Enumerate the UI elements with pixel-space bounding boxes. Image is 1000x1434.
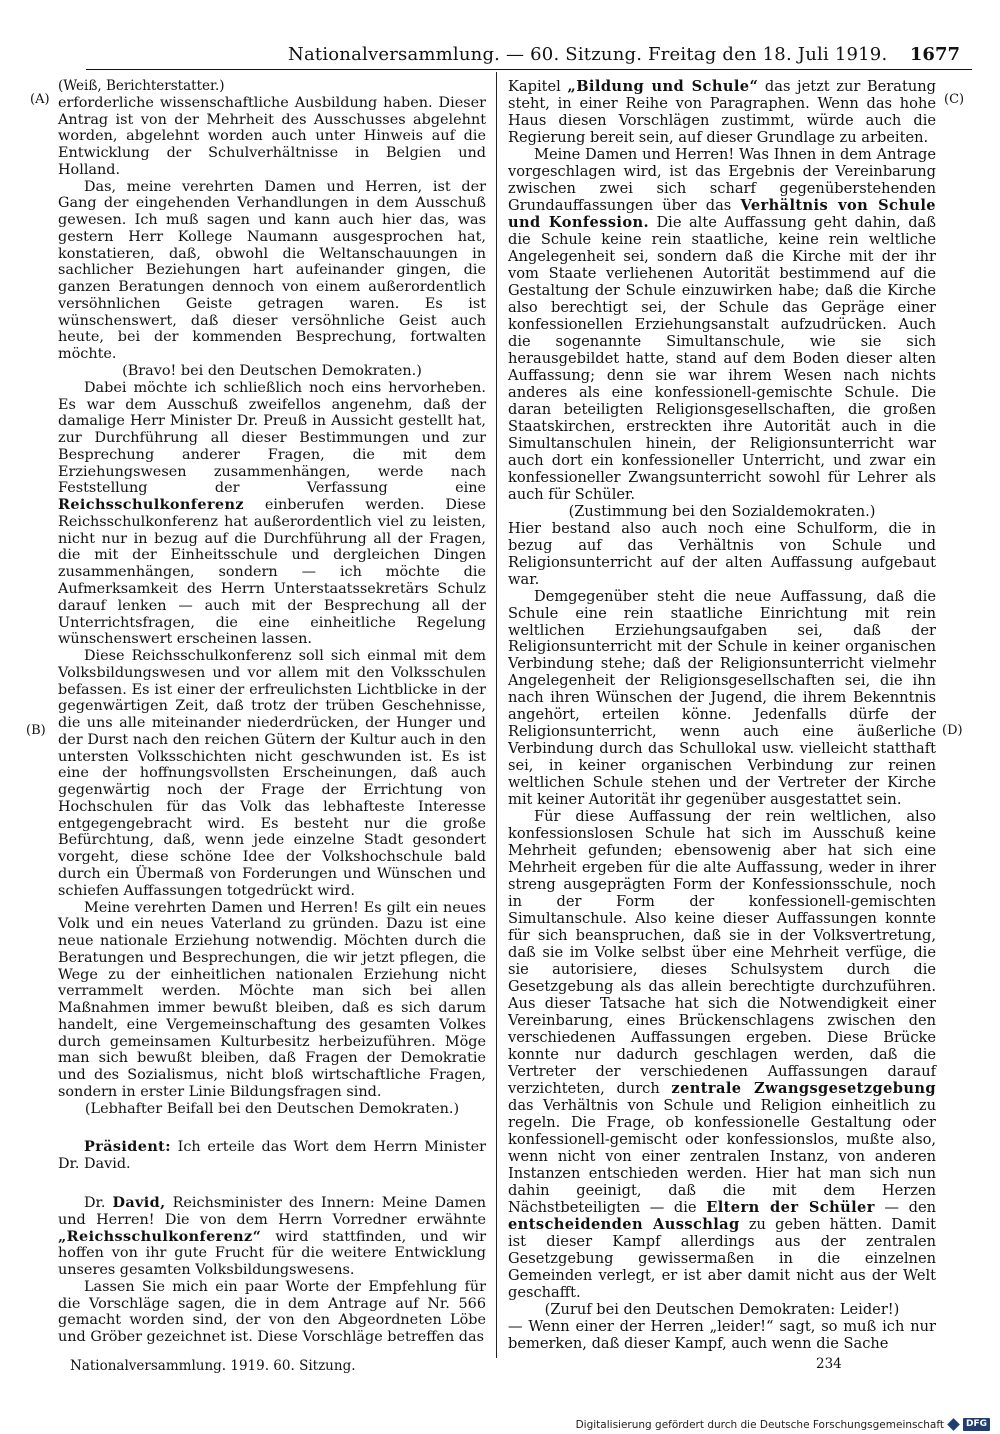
speaker-attribution: (Weiß, Berichterstatter.) bbox=[58, 78, 225, 94]
paragraph: Das, meine verehrten Damen und Herren, ist der Gang der eingehenden Verhandlungen in dem Ausschuß gewesen. Ich muß sagen und kann auch hier das, was gestern Herr Kollege Naumann ausgesprochen hat, konstatieren, daß, obwohl die Weltanschauungen in sachlicher Beziehungen hart aufeinander gingen, die ganzen Beratungen dennoch von einem außerordentlich versöhnlichen Geiste getragen waren. Es ist wünschenswert, daß dieser versöhnliche Geist auch heute, bei der kommenden Besprechung, fortwalten möchte. bbox=[58, 178, 486, 363]
bold-term: Eltern der Schüler bbox=[706, 1198, 875, 1216]
paragraph: Meine Damen und Herren! Was Ihnen in dem Antrage vorgeschlagen wird, ist das Ergebnis der Vereinbarung zwischen zwei sich scharf gegenüberstehenden Grundauffassungen über das Verhältnis von Schule und Konfession. Die alte Auffassung geht dahin, daß die Schule keine rein staatliche, keine rein weltliche Angelegenheit sei, sondern daß die Kirche mit der ihr vom Staate verliehenen Autorität bestimmend auf die Gestaltung der Schule einzuwirken habe; daß die Kirche also berechtigt sei, der Schule das Gepräge einer konfessionellen Erziehungsanstalt aufzudrücken. Auch die sogenannte Simultanschule, wie sie sich herausgebildet hatte, stand auf dem Boden dieser alten Auffassung; denn sie war ihrem Wesen nach nichts anderes als eine konfessionell-gemischte Schule. Die daran beteiligten Religionsgesellschaften, die großen Staatskirchen, erstreckten ihre Autorität auch in die Simultanschulen hinein, der Religionsunterricht war auch dort ein konfessioneller Unterricht, und zwar ein konfessioneller Zwangsunterricht sowohl für Lehrer als auch für Schüler. bbox=[508, 145, 936, 503]
bold-term: entscheidenden Ausschlag bbox=[508, 1215, 740, 1233]
paragraph: Diese Reichsschulkonferenz soll sich einmal mit dem Volksbildungswesen und vor allem mit den Volksschulen befassen. Es ist einer der erfreulichsten Lichtblicke in der gegenwärtigen Zeit, daß trotz der trüben Geschehnisse, die uns alle miteinander niederdrücken, der Hunger und der Durst nach den reichen Gütern der Kultur auch in den untersten Volksschichten nicht geschwunden ist. Es ist eine der hoffnungsvollsten Erscheinungen, daß auch gegenwärtig noch der Frage der Errichtung von Hochschulen für das Volk das lebhafteste Interesse entgegengebracht wird. Es besteht nur die große Befürchtung, daß, wenn jede einzelne Stadt gesondert vorgeht, diese schöne Idee der Volkshochschule bald durch ein Übermaß von Forderungen und Wünschen und schiefen Auffassungen totgedrückt wird. bbox=[58, 648, 486, 899]
audience-reaction: (Bravo! bei den Deutschen Demokraten.) bbox=[122, 363, 422, 380]
running-title: Nationalversammlung. — 60. Sitzung. Freitag den 18. Juli 1919. bbox=[288, 44, 888, 65]
paragraph: Demgegenüber steht die neue Auffassung, daß die Schule eine rein staatliche Einrichtung mit rein weltlichen Erziehungsaufgaben sei, daß der Religionsunterricht mit der Schule in keiner organischen Verbindung stehe; daß der Religionsunterricht vielmehr Angelegenheit der Religionsgesellschaften sei, die ihn nach ihren Wünschen der Jugend, die ihrem Bekenntnis angehört, erteilen könne. Jedenfalls dürfe der Religionsunterricht, wenn auch eine äußerliche Verbindung durch das Schullokal usw. vielleicht statthaft sei, in keiner organischen Verbindung zur reinen weltlichen Schule stehen und der Vertreter der Kirche mit keiner Autorität ihr gegenüber ausgestattet sein. bbox=[508, 587, 936, 809]
audience-reaction: (Zuruf bei den Deutschen Demokraten: Leider!) bbox=[544, 1300, 900, 1318]
audience-reaction: (Zustimmung bei den Sozialdemokraten.) bbox=[568, 502, 876, 520]
margin-marker-a: (A) bbox=[30, 92, 50, 107]
bold-term: zentrale Zwangsgesetzgebung bbox=[671, 1080, 936, 1098]
paragraph: Hier bestand also auch noch eine Schulform, die in bezug auf das Verhältnis von Schule und Religionsunterricht auf der alten Auffassung aufgebaut war. bbox=[508, 519, 936, 588]
audience-reaction: (Lebhafter Beifall bei den Deutschen Demokraten.) bbox=[84, 1100, 460, 1117]
left-column bbox=[58, 78, 486, 1346]
paragraph: Meine verehrten Damen und Herren! Es gilt ein neues Volk und ein neues Vaterland zu gründen. Dazu ist eine neue nationale Erziehung notwendig. Möchten durch die Beratungen und Besprechungen, die wir jetzt pflegen, die Wege zu der einheitlichen nationalen Erziehung nicht verrammelt werden. Möchte man sich bei allen Maßnahmen immer bewußt bleiben, daß es sich darum handelt, eine Vergemeinschaftung des gesamten Volkes durch gemeinsamen Kulturbesitz herbeizuführen. Möge man sich bewußt bleiben, daß Fragen der Demokratie und des Sozialismus, nicht bloß wirtschaftliche Fragen, sondern in erster Linie Bildungsfragen sind. bbox=[58, 899, 486, 1100]
bold-term: Verhältnis von Schule und Konfession. bbox=[508, 196, 936, 231]
margin-marker-d: (D) bbox=[942, 723, 963, 738]
dfg-logo: DFG bbox=[963, 1418, 990, 1431]
digitization-text: Digitalisierung gefördert durch die Deutsche Forschungsgemeinschaft bbox=[575, 1418, 944, 1431]
bold-term: „Reichsschulkonferenz“ bbox=[58, 1227, 262, 1245]
footer-signature: Nationalversammlung. 1919. 60. Sitzung. bbox=[70, 1358, 356, 1374]
paragraph: Für diese Auffassung der rein weltlichen, also konfessionslosen Schule hat sich im Ausschuß keine Mehrheit gefunden; ebensowenig aber hat sich eine Mehrheit ergeben für die alte Auffassung, weder in ihrer streng ausgeprägten Form der Konfessionsschule, noch in der Form der konfessionell-gemischten Simultanschule. Also keine dieser Auffassungen konnte für sich beanspruchen, daß sie in der Volksvertretung, daß sie im Volke selbst über eine Mehrheit verfüge, die sie autorisiere, dieses Schulsystem durch die Gesetzgebung als das allein berechtigte durchzuführen. Aus dieser Tatsache hat sich die Notwendigkeit einer Vereinbarung, eines Brückenschlagens zwischen den verschiedenen Auffassungen ergeben. Diese Brücke konnte nur dadurch geschlagen werden, daß die Vertreter der verschiedenen Auffassungen darauf verzichteten, durch zentrale Zwangsgesetzgebung das Verhältnis von Schule und Religion einheitlich zu regeln. Die Frage, ob konfessionelle Gestaltung oder konfessionell-gemischt oder konfessionslos, mußte also, wenn nicht von einer zentralen Instanz, von anderen Instanzen entschieden werden. Hier hat man sich nun dahin geeinigt, daß die mit dem Herzen Nächstbeteiligten — die Eltern der Schüler — den entscheidenden Ausschlag zu geben hätten. Damit ist dieser Kampf allerdings aus der zentralen Gesetzgebung gewissermaßen in die einzelnen Gemeinden verlegt, er ist aber damit nicht aus der Welt geschafft. bbox=[508, 808, 937, 1301]
digitization-credit bbox=[576, 1418, 990, 1431]
paragraph: — Wenn einer der Herren „leider!“ sagt, so muß ich nur bemerken, daß dieser Kampf, auch wenn die Sache bbox=[508, 1317, 936, 1352]
column-divider bbox=[496, 72, 497, 1358]
paragraph: Kapitel „Bildung und Schule“ das jetzt zur Beratung steht, in einer Reihe von Paragraphen. Wenn das hohe Haus diesen Vorschlägen zustimmt, würde auch die Regierung bereit sein, auf dieser Grundlage zu arbeiten. bbox=[508, 78, 936, 146]
bold-term: „Bildung und Schule“ bbox=[567, 78, 759, 95]
margin-marker-b: (B) bbox=[26, 723, 46, 738]
sheet-number: 234 bbox=[816, 1356, 842, 1372]
right-column bbox=[508, 78, 936, 1352]
dfg-diamond-icon bbox=[947, 1418, 960, 1431]
margin-marker-c: (C) bbox=[944, 92, 965, 107]
page-number: 1677 bbox=[909, 44, 960, 65]
header-rule bbox=[86, 69, 972, 70]
paragraph: erforderliche wissenschaftliche Ausbildung haben. Dieser Antrag ist von der Mehrheit des Ausschusses abgelehnt worden, abgelehnt worden auch unter Hinweis auf die Entwicklung der Schulverhältnisse in Belgien und Holland. bbox=[58, 94, 486, 178]
page-header bbox=[58, 44, 972, 70]
paragraph: Lassen Sie mich ein paar Worte der Empfehlung für die Vorschläge sagen, die in dem Antrage auf Nr. 566 gemacht worden sind, der von den Abgeordneten Löbe und Gröber gezeichnet ist. Diese Vorschläge betreffen das bbox=[58, 1278, 486, 1346]
speaker-label: Präsident: bbox=[84, 1138, 171, 1156]
david-speech-intro: Dr. David, Reichsminister des Innern: Meine Damen und Herren! Die von dem Herrn Vorredner erwähnte „Reichsschulkonferenz“ wird stattfinden, und wir hoffen von ihr gute Frucht für die weitere Entwicklung unseres gesamten Volksbildungswesens. bbox=[58, 1194, 486, 1279]
paragraph: Dabei möchte ich schließlich noch eins hervorheben. Es war dem Ausschuß zweifellos angenehm, daß der damalige Herr Minister Dr. Preuß in Aussicht gestellt hat, zur Durchführung all dieser Bestimmungen und zur Besprechung anderer Fragen, die mit dem Erziehungswesen zusammenhängen, werde nach Feststellung der Verfassung eine Reichsschulkonferenz einberufen werden. Diese Reichsschulkonferenz hat außerordentlich viel zu leisten, nicht nur in bezug auf die Durchführung all der Fragen, die mit der Einheitsschule und dergleichen Dingen zusammenhängen, sondern — ich möchte die Aufmerksamkeit des Herrn Unterstaatssekretärs Schulz darauf lenken — auch mit der Besprechung all der Unterrichtsfragen, die eine einheitliche Regelung wünschenswert erscheinen lassen. bbox=[58, 379, 486, 648]
bold-term: Reichsschulkonferenz bbox=[58, 496, 244, 514]
president-statement: Präsident: Ich erteile das Wort dem Herrn Minister Dr. David. bbox=[58, 1138, 486, 1173]
speaker-name: David, bbox=[112, 1194, 166, 1211]
